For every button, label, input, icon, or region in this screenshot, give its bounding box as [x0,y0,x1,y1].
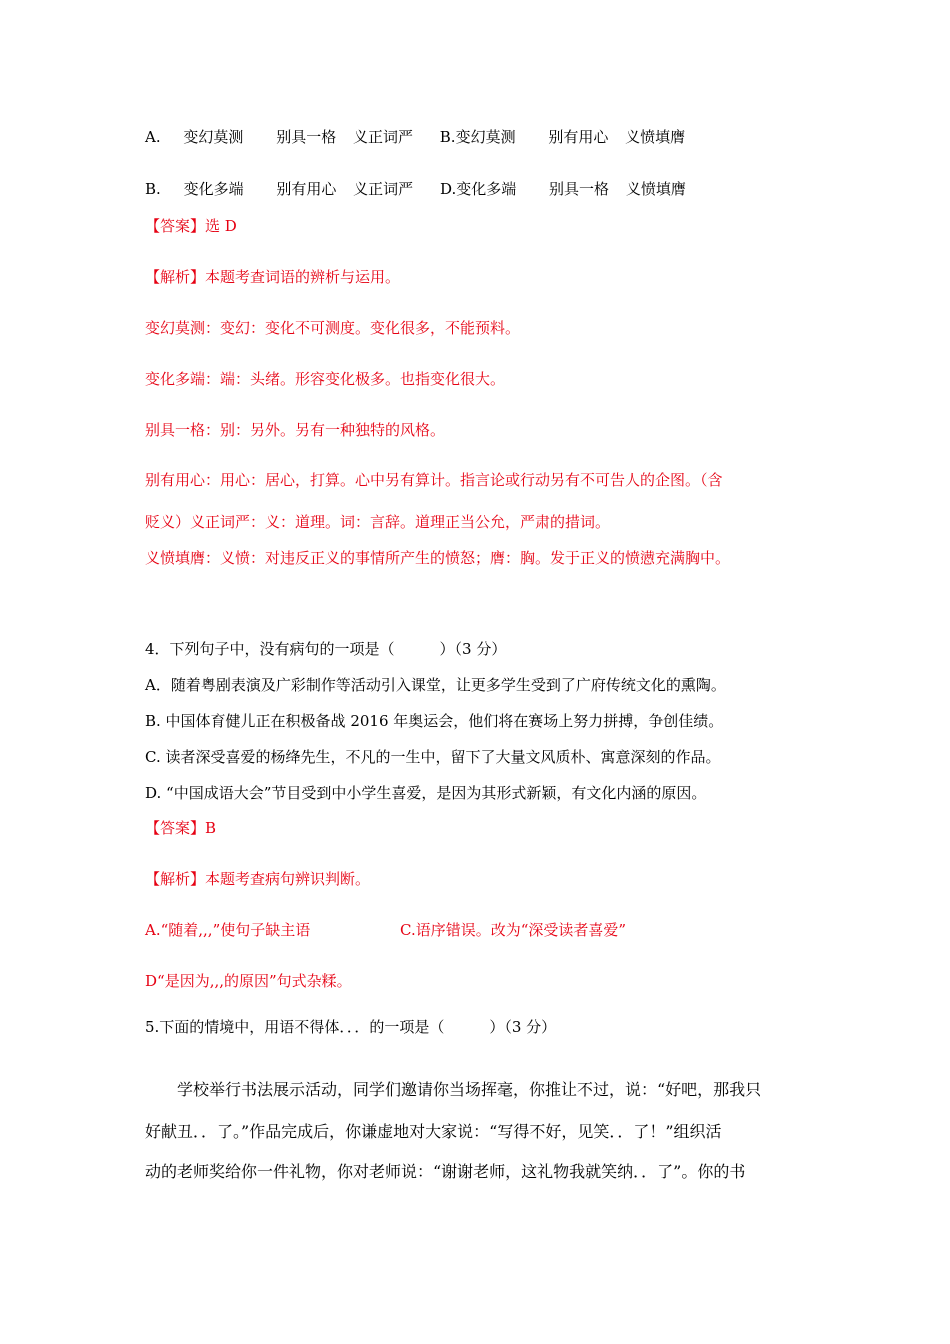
option-word: 义正词严 [353,180,414,198]
option-word: D.变化多端 [439,180,517,198]
option-word: 义正词严 [352,128,413,146]
option-word: 变幻莫测 [183,128,244,146]
option-label: B. [145,180,161,198]
option-word: 义愤填膺 [625,128,686,146]
q3-analysis-line: 贬义）义正词严：义：道理。词：言辞。道理正当公允，严肃的措词。 [145,513,611,531]
q4-analysis-d: D“是因为,,,的原因”句式杂糅。 [145,972,352,990]
option-label: A. [145,128,161,146]
option-word: 变化多端 [183,180,244,198]
option-word: 别具一格 [549,180,610,198]
q3-option-row-a [145,127,685,147]
q3-option-row-b [145,179,686,199]
q5-passage-line: 学校举行书法展示活动，同学们邀请你当场挥毫，你推让不过，说：“好吧，那我只 [177,1080,762,1099]
option-word: 义愤填膺 [625,180,686,198]
q3-analysis-line: 义愤填膺：义愤：对违反正义的事情所产生的愤怒；膺：胸。发于正义的愤懑充满胸中。 [145,549,731,567]
q5-passage-line: 动的老师奖给你一件礼物，你对老师说：“谢谢老师，这礼物我就笑纳．．了”。你的书 [145,1162,746,1181]
q3-analysis-intro: 【解析】本题考查词语的辨析与运用。 [145,268,401,286]
q3-analysis-line: 变化多端：端：头绪。形容变化极多。也指变化很大。 [145,370,506,388]
q4-option-d: D. “中国成语大会”节目受到中小学生喜爱，是因为其形式新颖，有文化内涵的原因。 [145,784,707,802]
q3-analysis-line: 别具一格：别：另外。另有一种独特的风格。 [145,421,446,439]
q4-analysis-intro: 【解析】本题考查病句辨识判断。 [145,870,371,888]
option-word: 别有用心 [276,180,337,198]
q4-stem: 4．下列句子中，没有病句的一项是（ ）（3 分） [145,640,507,658]
q3-analysis-line: 别有用心：用心：居心，打算。心中另有算计。指言论或行动另有不可告人的企图。（含 [145,471,723,489]
q4-answer: 【答案】B [145,819,217,837]
q4-option-a: A．随着粤剧表演及广彩制作等活动引入课堂，让更多学生受到了广府传统文化的熏陶。 [145,676,726,694]
option-word: B.变幻莫测 [439,128,516,146]
q4-option-b: B. 中国体育健儿正在积极备战 2016 年奥运会，他们将在赛场上努力拼搏，争创佳绩。 [145,712,724,730]
option-word: 别具一格 [276,128,337,146]
option-word: 别有用心 [548,128,609,146]
q3-answer: 【答案】选 D [145,217,237,235]
q3-analysis-line: 变幻莫测：变幻：变化不可测度。变化很多，不能预料。 [145,319,521,337]
q4-analysis-c: C.语序错误。改为“深受读者喜爱” [400,921,627,939]
q5-stem: 5.下面的情境中，用语不得体．．．的一项是（ ）（3 分） [145,1018,557,1036]
q4-option-c: C. 读者深受喜爱的杨绛先生，不凡的一生中，留下了大量文风质朴、寓意深刻的作品。 [145,748,721,766]
q5-passage-line: 好献丑．．了。”作品完成后，你谦虚地对大家说：“写得不好，见笑．．了！”组织活 [145,1122,722,1141]
q4-analysis-a: A.“随着,,,”使句子缺主语 [145,921,311,939]
